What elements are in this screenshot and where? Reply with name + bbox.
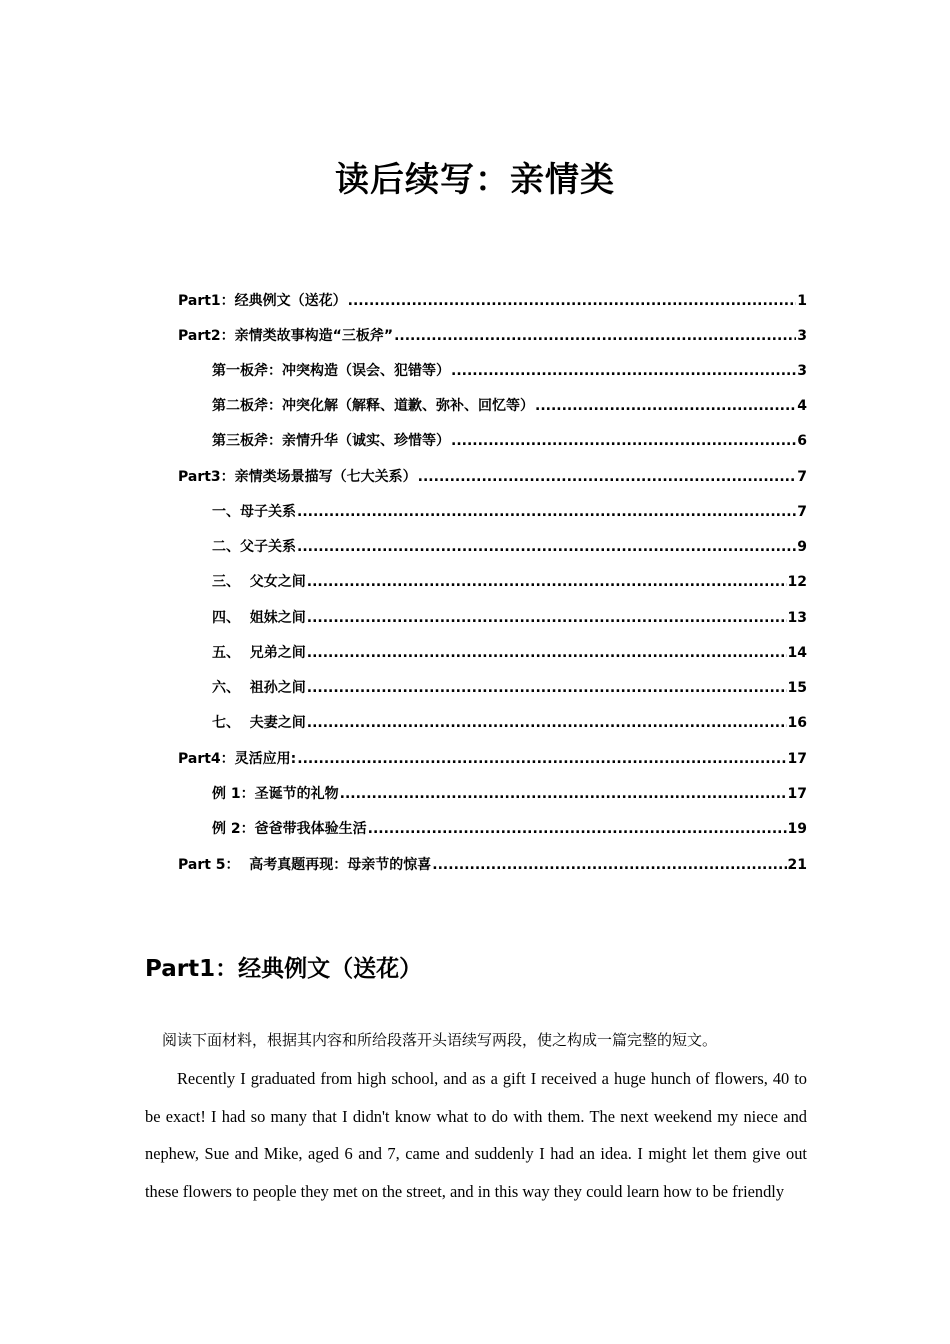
- toc-leader-dots: [307, 609, 787, 627]
- reading-passage: Recently I graduated from high school, and as a gift I received a huge hunch of flowers, 40 to be exact! I had so many that I didn't know what to do with them. The next weekend my niece and nephew, Sue and Mike, aged 6 and 7, came and suddenly I had an idea. I might let them give out these flowers to people they met on the street, and in this way they could learn how to be friendly: [145, 1069, 807, 1201]
- toc-leader-dots: [451, 362, 796, 380]
- toc-entry-text: 第一板斧：冲突构造（误会、犯错等）: [212, 363, 450, 379]
- toc-entry-page: 13: [787, 610, 807, 626]
- toc-entry[interactable]: [178, 462, 807, 486]
- toc-entry[interactable]: [178, 321, 807, 345]
- document-title: 读后续写：亲情类: [335, 160, 615, 200]
- toc-entry[interactable]: [212, 391, 807, 415]
- toc-entry-text: 七、 夫妻之间: [212, 715, 306, 731]
- toc-leader-dots: [451, 432, 796, 450]
- toc-leader-dots: [307, 644, 787, 662]
- toc-entry-page: 4: [797, 398, 807, 414]
- toc-entry-text: 三、 父女之间: [212, 574, 306, 590]
- toc-entry-text: 第二板斧：冲突化解（解释、道歉、弥补、回忆等）: [212, 398, 534, 414]
- toc-entry[interactable]: [178, 744, 807, 768]
- toc-entry-text: 四、 姐妹之间: [212, 610, 306, 626]
- toc-leader-dots: [307, 714, 787, 732]
- toc-entry[interactable]: [212, 603, 807, 627]
- toc-entry-text: Part3：亲情类场景描写（七大关系）: [178, 469, 417, 485]
- toc-entry-page: 1: [797, 293, 807, 309]
- toc-leader-dots: [307, 679, 787, 697]
- toc-leader-dots: [297, 750, 786, 768]
- toc-entry-text: 第三板斧：亲情升华（诚实、珍惜等）: [212, 433, 450, 449]
- toc-entry-text: Part1：经典例文（送花）: [178, 293, 347, 309]
- toc-leader-dots: [307, 573, 787, 591]
- toc-entry-page: 12: [787, 574, 807, 590]
- toc-entry[interactable]: [212, 497, 807, 521]
- toc-entry-page: 15: [787, 680, 807, 696]
- toc-entry-page: 16: [787, 715, 807, 731]
- toc-entry-page: 7: [797, 504, 807, 520]
- toc-entry[interactable]: [212, 426, 807, 450]
- toc-entry-page: 17: [787, 786, 807, 802]
- toc-leader-dots: [418, 468, 797, 486]
- toc-entry[interactable]: [212, 638, 807, 662]
- toc-leader-dots: [297, 503, 796, 521]
- toc-entry[interactable]: [178, 286, 807, 310]
- toc-entry-text: 例 2：爸爸带我体验生活: [212, 821, 367, 837]
- toc-entry-page: 6: [797, 433, 807, 449]
- toc-entry-page: 14: [787, 645, 807, 661]
- toc-entry[interactable]: [178, 850, 807, 874]
- toc-entry-text: 一、母子关系: [212, 504, 296, 520]
- toc-entry-text: 二、父子关系: [212, 539, 296, 555]
- toc-entry-page: 9: [797, 539, 807, 555]
- toc-leader-dots: [297, 538, 796, 556]
- toc-leader-dots: [432, 856, 786, 874]
- toc-entry[interactable]: [212, 532, 807, 556]
- toc-entry[interactable]: [212, 673, 807, 697]
- toc-entry-page: 7: [797, 469, 807, 485]
- section-heading: Part1：经典例文（送花）: [145, 956, 423, 982]
- toc-entry-text: 五、 兄弟之间: [212, 645, 306, 661]
- toc-leader-dots: [340, 785, 787, 803]
- toc-entry[interactable]: [212, 779, 807, 803]
- toc-leader-dots: [368, 820, 787, 838]
- toc-entry[interactable]: [212, 708, 807, 732]
- toc-leader-dots: [535, 397, 796, 415]
- toc-entry-page: 19: [787, 821, 807, 837]
- toc-entry[interactable]: [212, 567, 807, 591]
- toc-entry-page: 21: [787, 857, 807, 873]
- toc-entry-page: 3: [797, 363, 807, 379]
- toc-entry-text: Part4：灵活应用:: [178, 751, 297, 767]
- toc-entry-text: Part 5： 高考真题再现：母亲节的惊喜: [178, 857, 432, 873]
- toc-entry[interactable]: [212, 356, 807, 380]
- toc-entry-text: Part2：亲情类故事构造“三板斧”: [178, 328, 394, 344]
- toc-entry-text: 六、 祖孙之间: [212, 680, 306, 696]
- task-instruction: 阅读下面材料，根据其内容和所给段落开头语续写两段，使之构成一篇完整的短文。: [162, 1031, 718, 1049]
- toc-leader-dots: [348, 292, 797, 310]
- toc-entry[interactable]: [212, 814, 807, 838]
- toc-leader-dots: [394, 327, 796, 345]
- toc-entry-page: 17: [787, 751, 807, 767]
- toc-entry-page: 3: [797, 328, 807, 344]
- toc-entry-text: 例 1：圣诞节的礼物: [212, 786, 339, 802]
